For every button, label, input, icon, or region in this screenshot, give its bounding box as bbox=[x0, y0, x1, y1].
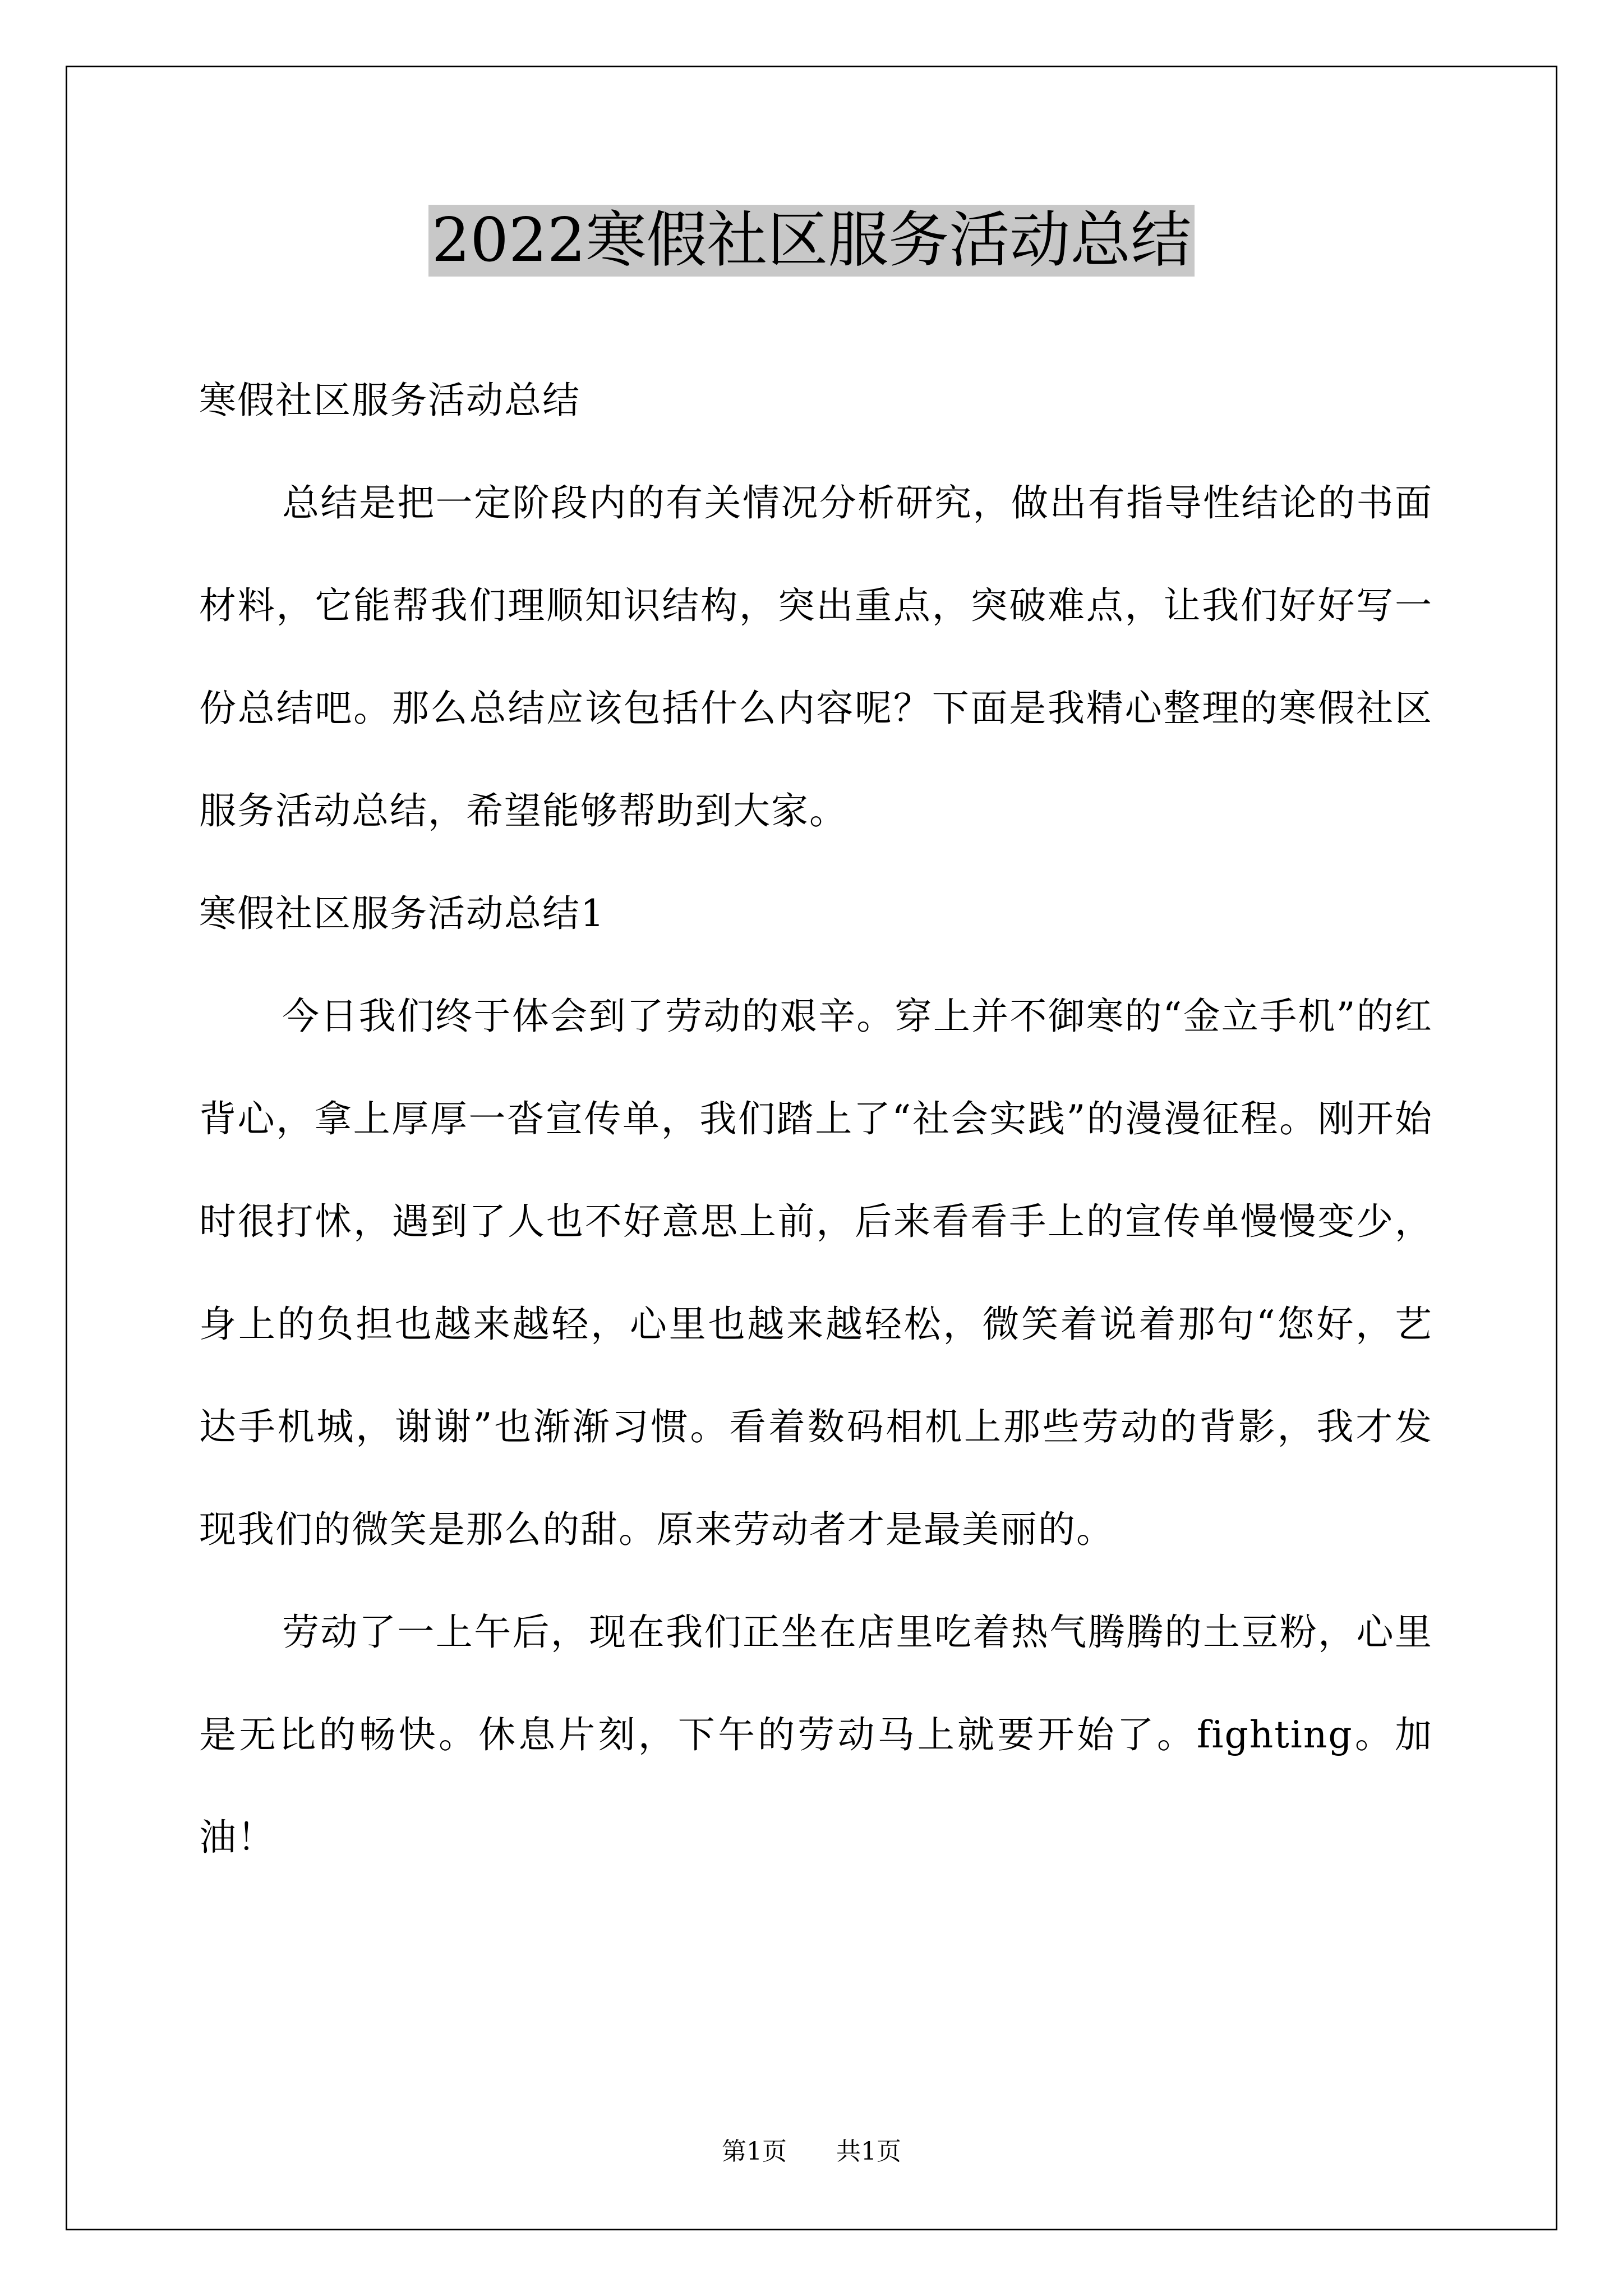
section-heading: 寒假社区服务活动总结 bbox=[199, 379, 580, 422]
page-number-total: 共1页 bbox=[836, 2137, 901, 2166]
document-title: 2022寒假社区服务活动总结 bbox=[428, 205, 1195, 277]
body-paragraph-2: 劳动了一上午后，现在我们正坐在店里吃着热气腾腾的土豆粉，心里是无比的畅快。休息片刻，下午的劳动马上就要开始了。fighting。加油！ bbox=[199, 1611, 1433, 1859]
page-number-current: 第1页 bbox=[722, 2137, 787, 2166]
intro-paragraph: 总结是把一定阶段内的有关情况分析研究，做出有指导性结论的书面材料，它能帮我们理顺知识结构，突出重点，突破难点，让我们好好写一份总结吧。那么总结应该包括什么内容呢？下面是我精心整理的寒假社区服务活动总结，希望能够帮助到大家。 bbox=[199, 481, 1433, 832]
title-container bbox=[0, 205, 1623, 277]
page-footer bbox=[0, 2135, 1623, 2169]
body-paragraph-1: 今日我们终于体会到了劳动的艰辛。穿上并不御寒的“金立手机”的红背心，拿上厚厚一沓宣传单，我们踏上了“社会实践”的漫漫征程。刚开始时很打怵，遇到了人也不好意思上前，后来看看手上的宣传单慢慢变少，身上的负担也越来越轻，心里也越来越轻松，微笑着说着那句“您好，艺达手机城，谢谢”也渐渐习惯。看着数码相机上那些劳动的背影，我才发现我们的微笑是那么的甜。原来劳动者才是最美丽的。 bbox=[199, 995, 1433, 1551]
subsection-heading: 寒假社区服务活动总结1 bbox=[199, 892, 605, 935]
document-body bbox=[199, 349, 1433, 1889]
